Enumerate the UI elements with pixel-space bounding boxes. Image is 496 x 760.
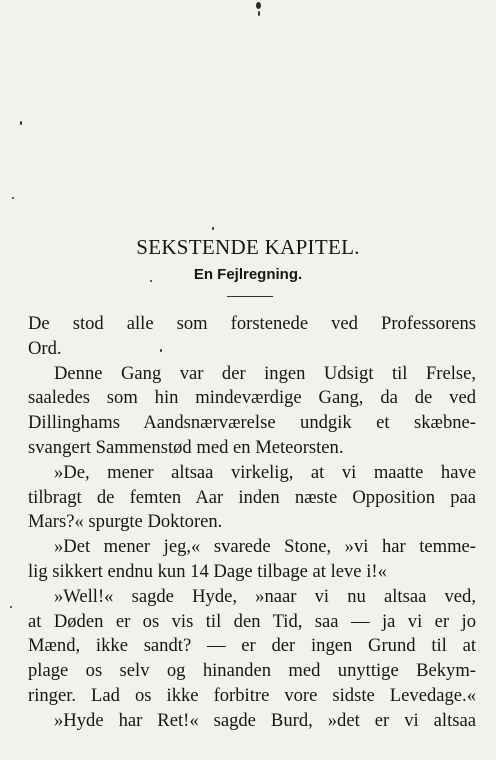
text-line: »De, mener altsaa virkelig, at vi maatte have	[54, 461, 476, 483]
text-line: at Døden er os vis til den Tid, saa — ja vi er jo	[28, 610, 476, 632]
text-line: Ord.	[28, 337, 62, 359]
scan-speck	[10, 606, 12, 608]
title-divider	[227, 296, 273, 297]
text-line: Mars?« spurgte Doktoren.	[28, 511, 223, 533]
text-line: Denne Gang var der ingen Udsigt til Frelse,	[54, 362, 476, 384]
text-line: »Det mener jeg,« svarede Stone, »vi har temme-	[54, 536, 476, 558]
scan-speck	[256, 2, 261, 9]
scan-speck	[258, 11, 260, 16]
text-line: Mænd, ikke sandt? — er der ingen Grund til at	[28, 635, 476, 657]
text-line: »Well!« sagde Hyde, »naar vi nu altsaa ved,	[54, 585, 476, 607]
scan-speck	[12, 197, 14, 199]
scan-speck	[212, 227, 214, 230]
text-line: svangert Sammenstød med en Meteorsten.	[28, 436, 344, 458]
text-line: Dillinghams Aandsnærværelse undgik et skæbne-	[28, 412, 476, 434]
chapter-subtitle: En Fejlregning.	[193, 266, 303, 283]
text-line: ringer. Lad os ikke forbitre vore sidste Levedage.«	[28, 684, 476, 706]
text-line: De stod alle som forstenede ved Professorens	[28, 313, 476, 334]
chapter-title: SEKSTENDE KAPITEL.	[136, 235, 360, 259]
text-line: tilbragt de femten Aar inden næste Opposition paa	[28, 486, 476, 508]
chapter-body-text	[28, 312, 476, 734]
text-line: »Hyde har Ret!« sagde Burd, »det er vi altsaa	[54, 709, 476, 731]
scan-speck	[20, 121, 22, 125]
text-line: saaledes som hin mindeværdige Gang, da de ved	[28, 387, 476, 409]
text-line: plage os selv og hinanden med unyttige Bekym-	[28, 660, 476, 682]
text-line: lig sikkert endnu kun 14 Dage tilbage at leve i!«	[28, 560, 387, 582]
